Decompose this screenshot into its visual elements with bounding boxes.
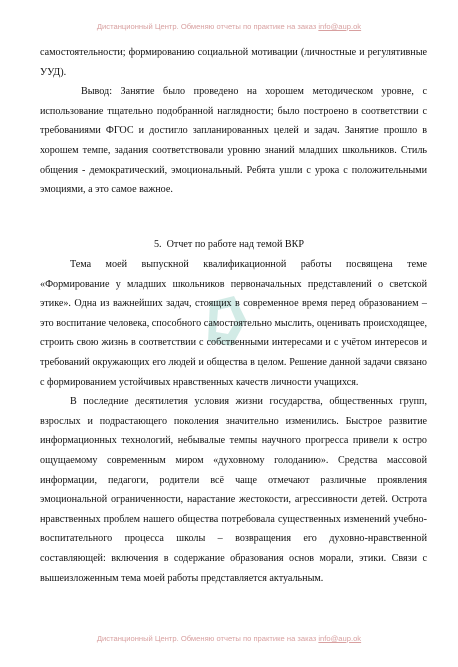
footer-email-link[interactable]: info@aup.ok <box>318 634 362 643</box>
intro-paragraph: самостоятельности; формированию социальной мотивации (личностные и регулятивные УУД). <box>40 47 427 78</box>
intro-block <box>40 43 427 200</box>
section-body <box>40 255 427 588</box>
page-header <box>0 22 458 31</box>
header-email-link[interactable]: info@aup.ok <box>318 22 362 31</box>
conclusion-paragraph: Вывод: Занятие было проведено на хорошем методическом уровне, с использование тщательно подобранной наглядности; было построено в соответствии с требованиями ФГОС и достигло запланированных целей и задач. Занятие прошло в хорошем темпе, задания соответствовали уровню знаний младших школьников. Стиль общения - демократический, эмоциональный. Ребята ушли с урока с положительными эмоциями, а это самое важное. <box>40 86 427 196</box>
footer-text: Дистанционный Центр. Обменяю отчеты по практике на заказ <box>96 634 317 643</box>
paragraph-1: Тема моей выпускной квалификационной работы посвящена теме «Формирование у младших школьников первоначальных представлений о светской этике». Одна из важнейших задач, стоящих в современное время перед образованием – это воспитание человека, способного самостоятельно мыслить, оценивать происходящее, строить свою жизнь в соответствии с собственными интересами и с учётом интересов и требований окружающих его людей и общества в целом. Решение данной задачи связано с формированием устойчивых нравственных качеств личности учащихся. <box>40 259 427 388</box>
page-footer <box>0 634 458 643</box>
section-heading <box>0 235 458 255</box>
paragraph-2: В последние десятилетия условия жизни государства, общественных групп, взрослых и подрастающего поколения значительно изменились. Быстрое развитие информационных технологий, небывалые темпы научного прогресса привели к остро ощущаемому современным миром «духовному голоданию». Средства массовой информации, педагоги, родители всё чаще отмечают различные проявления эмоциональной ограниченности, нарастание жестокости, агрессивности детей. Острота нравственных проблем нашего общества потребовала существенных изменений учебно-воспитательного процесса школы – возвращения его духовно-нравственной составляющей: включения в содержание образования основ морали, этики. Связи с вышеизложенным тема моей работы представляется актуальным. <box>40 396 427 584</box>
section-title: Отчет по работе над темой ВКР <box>166 239 305 250</box>
header-text: Дистанционный Центр. Обменяю отчеты по практике на заказ <box>96 22 317 31</box>
section-number: 5. <box>153 239 162 250</box>
